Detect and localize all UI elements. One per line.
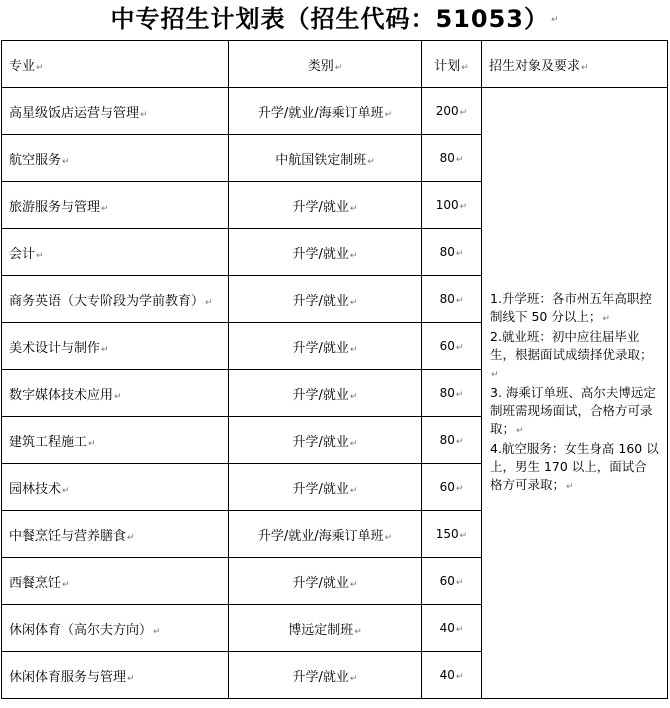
type-cell: 升学/就业↵: [229, 417, 422, 464]
plan-cell: 80↵: [422, 417, 482, 464]
paragraph-mark-icon: ↵: [62, 485, 70, 496]
paragraph-mark-icon: ↵: [349, 391, 358, 402]
plan-cell: 80↵: [422, 370, 482, 417]
paragraph-mark-icon: ↵: [205, 297, 213, 308]
paragraph-mark-icon: ↵: [455, 296, 464, 306]
paragraph-mark-icon: ↵: [455, 484, 464, 494]
requirement-item: 2.就业班：初中应往届毕业生，根据面试成绩择优录取；↵: [490, 329, 653, 380]
table-row: [2, 88, 668, 135]
paragraph-mark-icon: ↵: [459, 108, 468, 118]
paragraph-mark-icon: ↵: [384, 109, 393, 120]
page-title: 中专招生计划表（招生代码：51053） ↵: [110, 5, 560, 33]
paragraph-mark-icon: ↵: [459, 202, 468, 212]
major-cell: 园林技术↵: [2, 464, 229, 511]
major-cell: 航空服务↵: [2, 135, 229, 182]
type-cell: 升学/就业↵: [229, 276, 422, 323]
plan-cell: 40↵: [422, 605, 482, 652]
major-cell: 休闲体育服务与管理↵: [2, 652, 229, 699]
paragraph-mark-icon: ↵: [455, 437, 464, 447]
plan-cell: 80↵: [422, 276, 482, 323]
paragraph-mark-icon: ↵: [127, 532, 135, 543]
paragraph-mark-icon: ↵: [455, 672, 464, 682]
paragraph-mark-icon: ↵: [349, 438, 358, 449]
major-cell: 数字媒体技术应用↵: [2, 370, 229, 417]
plan-cell: 80↵: [422, 135, 482, 182]
major-cell: 休闲体育（高尔夫方向）↵: [2, 605, 229, 652]
paragraph-mark-icon: ↵: [455, 578, 464, 588]
type-cell: 升学/就业↵: [229, 558, 422, 605]
major-cell: 中餐烹饪与营养膳食↵: [2, 511, 229, 558]
requirements-cell: [482, 88, 668, 699]
type-cell: 升学/就业↵: [229, 229, 422, 276]
major-cell: 西餐烹饪↵: [2, 558, 229, 605]
paragraph-mark-icon: ↵: [349, 485, 358, 496]
requirement-item: 1.升学班：各市州五年高职控制线下 50 分以上；↵: [490, 291, 652, 324]
paragraph-mark-icon: ↵: [349, 673, 358, 684]
type-cell: 升学/就业/海乘订单班↵: [229, 88, 422, 135]
paragraph-mark-icon: ↵: [349, 250, 358, 261]
paragraph-mark-icon: ↵: [455, 390, 464, 400]
paragraph-mark-icon: ↵: [349, 579, 358, 590]
plan-cell: 80↵: [422, 229, 482, 276]
type-cell: 升学/就业/海乘订单班↵: [229, 511, 422, 558]
plan-cell: 40↵: [422, 652, 482, 699]
table-header-row: [2, 41, 668, 88]
plan-cell: 200↵: [422, 88, 482, 135]
requirement-item: 3. 海乘订单班、高尔夫博远定制班需现场面试，合格方可录取；↵: [490, 385, 656, 436]
header-type: 类别↵: [229, 41, 422, 88]
major-cell: 建筑工程施工↵: [2, 417, 229, 464]
paragraph-mark-icon: ↵: [349, 297, 358, 308]
paragraph-mark-icon: ↵: [334, 62, 343, 73]
header-plan: 计划↵: [422, 41, 482, 88]
paragraph-mark-icon: ↵: [101, 344, 109, 355]
paragraph-mark-icon: ↵: [349, 344, 358, 355]
plan-cell: 100↵: [422, 182, 482, 229]
major-cell: 高星级饭店运营与管理↵: [2, 88, 229, 135]
enrollment-plan-table: [1, 40, 668, 699]
type-cell: 升学/就业↵: [229, 323, 422, 370]
paragraph-mark-icon: ↵: [88, 438, 96, 449]
paragraph-mark-icon: ↵: [349, 203, 358, 214]
header-major: 专业↵: [2, 41, 229, 88]
major-cell: 美术设计与制作↵: [2, 323, 229, 370]
type-cell: 博远定制班↵: [229, 605, 422, 652]
major-cell: 商务英语（大专阶段为学前教育）↵: [2, 276, 229, 323]
paragraph-mark-icon: ↵: [491, 370, 499, 380]
type-cell: 升学/就业↵: [229, 464, 422, 511]
paragraph-mark-icon: ↵: [354, 626, 362, 637]
paragraph-mark-icon: ↵: [127, 673, 135, 684]
type-cell: 中航国铁定制班↵: [229, 135, 422, 182]
paragraph-mark-icon: ↵: [461, 62, 469, 73]
paragraph-mark-icon: ↵: [581, 62, 589, 73]
plan-cell: 60↵: [422, 464, 482, 511]
type-cell: 升学/就业↵: [229, 652, 422, 699]
paragraph-mark-icon: ↵: [455, 343, 464, 353]
paragraph-mark-icon: ↵: [36, 250, 44, 261]
paragraph-mark-icon: ↵: [367, 156, 375, 167]
header-requirements: 招生对象及要求↵: [482, 41, 668, 88]
major-cell: 会计↵: [2, 229, 229, 276]
paragraph-mark-icon: ↵: [459, 531, 468, 541]
paragraph-mark-icon: ↵: [36, 62, 44, 73]
type-cell: 升学/就业↵: [229, 370, 422, 417]
paragraph-mark-icon: ↵: [566, 482, 574, 492]
paragraph-mark-icon: ↵: [384, 532, 393, 543]
paragraph-mark-icon: ↵: [550, 15, 560, 25]
paragraph-mark-icon: ↵: [153, 626, 161, 637]
paragraph-mark-icon: ↵: [455, 249, 464, 259]
paragraph-mark-icon: ↵: [140, 109, 148, 120]
paragraph-mark-icon: ↵: [62, 579, 70, 590]
plan-cell: 150↵: [422, 511, 482, 558]
paragraph-mark-icon: ↵: [602, 314, 610, 324]
paragraph-mark-icon: ↵: [114, 391, 122, 402]
paragraph-mark-icon: ↵: [62, 156, 70, 167]
paragraph-mark-icon: ↵: [455, 155, 464, 165]
type-cell: 升学/就业↵: [229, 182, 422, 229]
major-cell: 旅游服务与管理↵: [2, 182, 229, 229]
requirement-item: 4.航空服务：女生身高 160 以上，男生 170 以上，面试合格方可录取；↵: [490, 441, 659, 492]
paragraph-mark-icon: ↵: [516, 426, 524, 436]
paragraph-mark-icon: ↵: [101, 203, 109, 214]
paragraph-mark-icon: ↵: [455, 625, 464, 635]
plan-cell: 60↵: [422, 323, 482, 370]
plan-cell: 60↵: [422, 558, 482, 605]
